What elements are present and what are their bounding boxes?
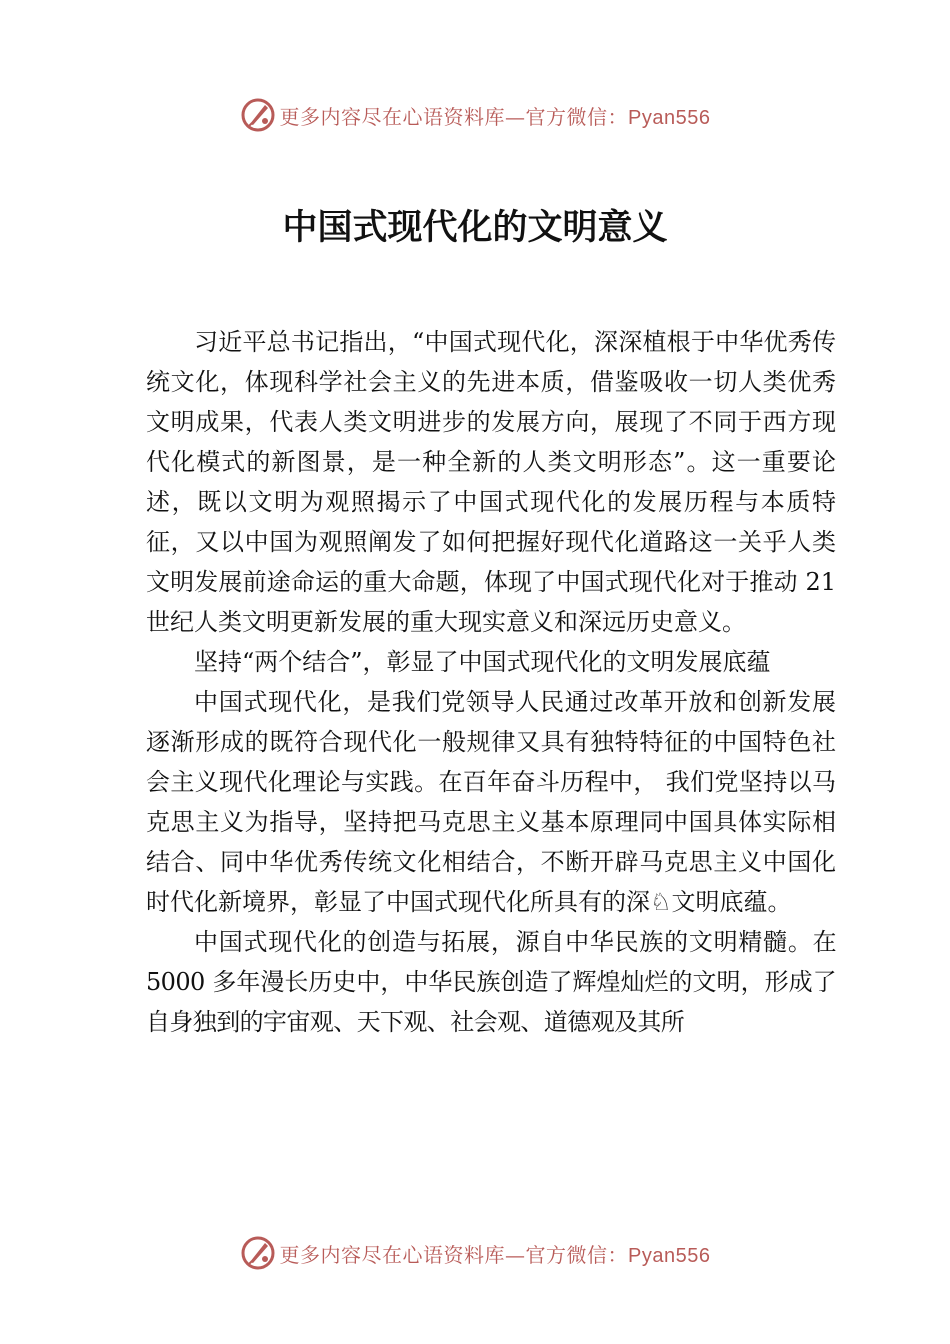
wechat-id: Pyan556 xyxy=(628,106,711,129)
paragraph: 中国式现代化，是我们党领导人民通过改革开放和创新发展逐渐形成的既符合现代化一般规律又具有独特特征的中国特色社会主义现代化理论与实践。在百年奋斗历程中， 我们党坚持以马克思主义为指导，坚持把马克思主义基本原理同中国具体实际相结合、同中华优秀传统文化相结合，不断开辟马克思主义中国化时代化新境界，彰显了中国式现代化所具有的深♘文明底蕴。 xyxy=(146,688,836,916)
banner-text: 更多内容尽在心语资料库—官方微信：Pyan556 xyxy=(279,1242,711,1267)
quill-seal-icon xyxy=(240,1235,276,1271)
document-title: 中国式现代化的文明意义 xyxy=(282,207,668,248)
wechat-id: Pyan556 xyxy=(628,1244,711,1267)
header-banner xyxy=(0,95,950,135)
paragraph: 习近平总书记指出，“中国式现代化，深深植根于中华优秀传统文化，体现科学社会主义的先进本质，借鉴吸收一切人类优秀文明成果，代表人类文明进步的发展方向，展现了不同于西方现代化模式的新图景，是一种全新的人类文明形态”。这一重要论述，既以文明为观照揭示了中国式现代化的发展历程与本质特征，又以中国为观照阐发了如何把握好现代化道路这一关乎人类文明发展前途命运的重大命题，体现了中国式现代化对于推动 21 世纪人类文明更新发展的重大现实意义和深远历史意义。 xyxy=(146,328,836,636)
paragraph: 中国式现代化的创造与拓展，源自中华民族的文明精髓。在 5000 多年漫长历史中，中华民族创造了辉煌灿烂的文明，形成了自身独到的宇宙观、天下观、社会观、道德观及其所 xyxy=(146,928,836,1036)
banner-text: 更多内容尽在心语资料库—官方微信：Pyan556 xyxy=(279,104,711,129)
footer-banner xyxy=(0,1233,950,1273)
document-body xyxy=(146,322,836,1042)
section-heading: 坚持“两个结合”，彰显了中国式现代化的文明发展底蕴 xyxy=(194,648,771,676)
quill-seal-icon xyxy=(240,97,276,133)
